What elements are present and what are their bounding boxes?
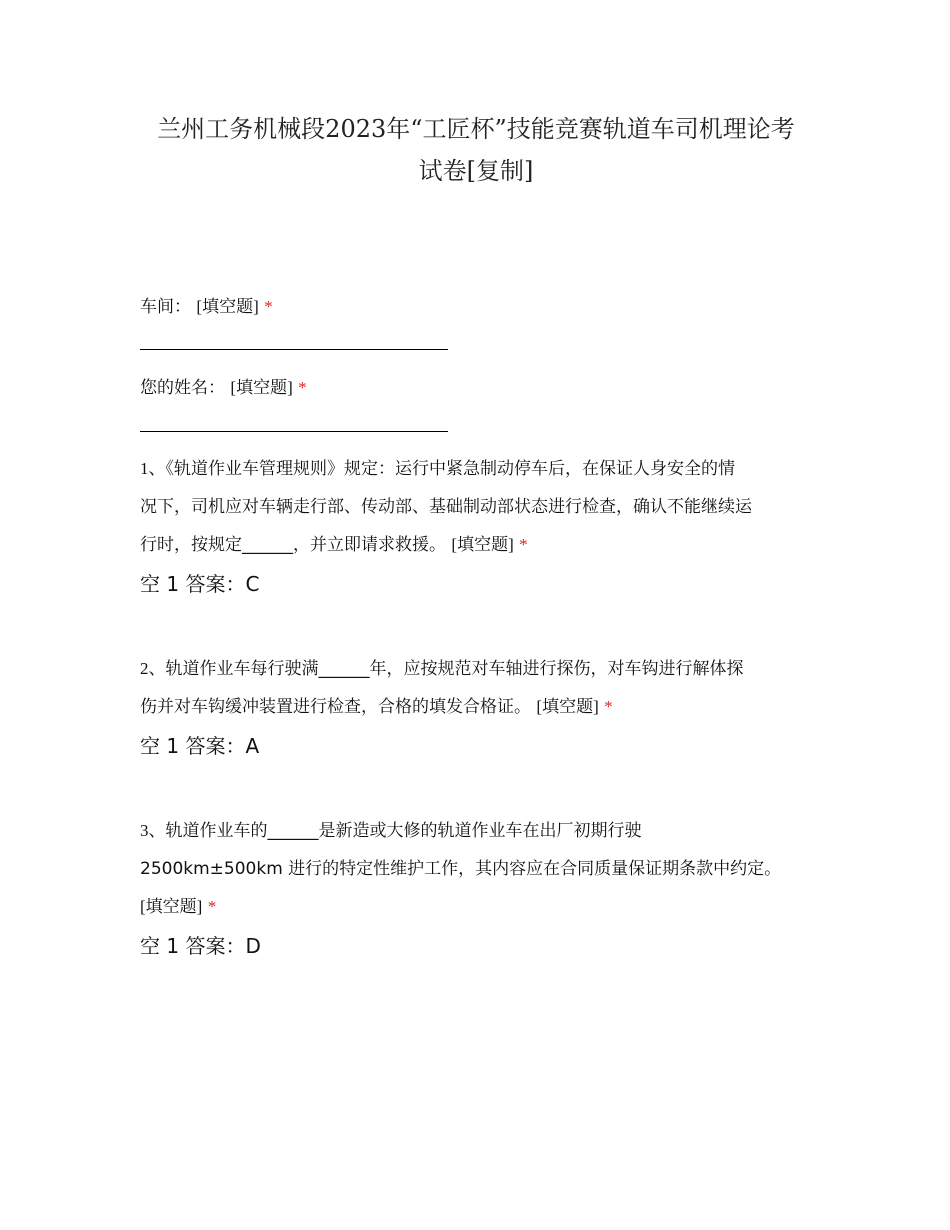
question-text: 《轨道作业车管理规则》规定：运行中紧急制动停车后，在保证人身安全的情 <box>165 459 735 479</box>
required-marker: * <box>264 297 273 316</box>
question-2 <box>140 650 820 726</box>
required-marker: * <box>519 535 528 554</box>
question-number: 2、 <box>140 659 166 678</box>
question-type-tag: [填空题] <box>196 297 259 316</box>
question-2-line-2 <box>140 688 820 726</box>
question-2-answer: 空 1 答案：A <box>140 734 260 758</box>
question-3-answer: 空 1 答案：D <box>140 934 261 958</box>
question-1-line-1 <box>140 450 820 488</box>
question-2-line-1 <box>140 650 820 688</box>
question-3-line-3 <box>140 888 820 926</box>
question-1-answer: 空 1 答案：C <box>140 572 260 596</box>
question-number: 3、 <box>140 821 166 840</box>
field-name-label: 您的姓名： <box>140 378 225 398</box>
question-1-line-2: 况下，司机应对车辆走行部、传动部、基础制动部状态进行检查，确认不能继续运 <box>140 497 752 517</box>
field-workshop <box>140 288 820 326</box>
title-line-1: 兰州工务机械段2023年“工匠杯”技能竞赛轨道车司机理论考 <box>157 115 795 143</box>
question-type-tag: [填空题] <box>451 535 514 554</box>
question-1-line-3 <box>140 526 820 564</box>
required-marker: * <box>207 897 217 916</box>
title-line-2: 试卷[复制] <box>418 157 534 185</box>
required-marker: * <box>298 378 307 397</box>
question-text: 轨道作业车的______是新造或大修的轨道作业车在出厂初期行驶 <box>165 821 642 841</box>
question-3-line-1 <box>140 812 820 850</box>
question-3 <box>140 812 820 926</box>
question-type-tag: [填空题] <box>230 378 293 397</box>
required-marker: * <box>604 697 613 716</box>
question-type-tag: [填空题] <box>140 897 203 916</box>
question-3-line-2: 2500km±500km 进行的特定性维护工作，其内容应在合同质量保证期条款中约定。 <box>140 859 782 879</box>
field-workshop-label: 车间： <box>140 297 191 317</box>
question-1 <box>140 450 820 564</box>
document-title <box>140 108 812 192</box>
field-name <box>140 369 820 407</box>
name-answer-line[interactable] <box>140 431 448 432</box>
question-type-tag: [填空题] <box>536 697 599 716</box>
question-text: 轨道作业车每行驶满______年，应按规范对车轴进行探伤，对车钩进行解体探 <box>165 659 744 679</box>
question-text: 伤并对车钩缓冲装置进行检查，合格的填发合格证。 <box>140 697 531 717</box>
workshop-answer-line[interactable] <box>140 349 448 350</box>
question-text: 行时，按规定______，并立即请求救援。 <box>140 535 446 555</box>
question-number: 1、 <box>140 459 166 478</box>
